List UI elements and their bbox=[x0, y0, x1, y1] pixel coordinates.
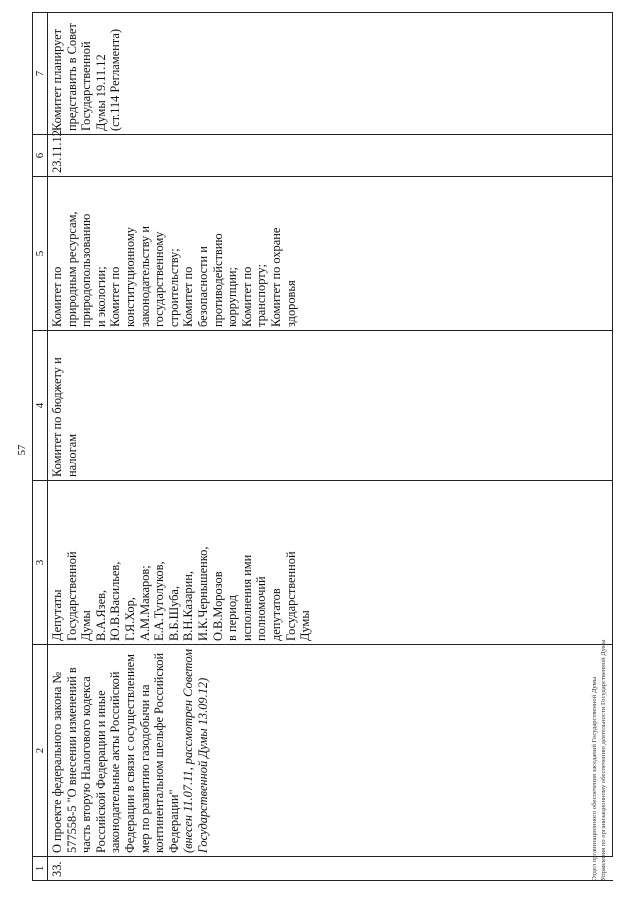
page-number: 57 bbox=[16, 444, 28, 456]
responsible-committee: Комитет по бюджету и налогам bbox=[48, 331, 613, 481]
co-committee-line: Комитет по bbox=[181, 266, 196, 327]
author-line: Депутаты bbox=[50, 589, 64, 641]
author-line: полномочий bbox=[254, 576, 269, 641]
row-number: 33. bbox=[48, 857, 613, 881]
author-line: Государственной bbox=[64, 551, 79, 641]
col-header-7: 7 bbox=[33, 13, 48, 135]
author-line: О.В.Морозов bbox=[210, 571, 225, 641]
author-line: Г.Я.Хор, bbox=[122, 597, 137, 641]
co-committee-line: конституционному bbox=[122, 227, 137, 327]
bill-note: (внесен 11.07.11, рассмотрен Советом Государственной Думы 13.09.12) bbox=[181, 648, 210, 853]
bill-authors bbox=[48, 481, 613, 645]
co-committees bbox=[48, 177, 613, 331]
co-committee-line: транспорту; bbox=[254, 264, 269, 327]
review-date: 23.11.12 bbox=[48, 135, 613, 177]
co-committee-line: здоровья bbox=[283, 280, 298, 327]
rotated-table-container bbox=[32, 13, 632, 881]
col-header-3: 3 bbox=[33, 481, 48, 645]
author-line: в период bbox=[225, 594, 240, 641]
footer-line-1: Отдел организационного обеспечения заседаний Государственной Думы bbox=[591, 676, 598, 881]
co-committee-line: противодействию bbox=[210, 233, 225, 327]
author-line: Ю.В.Васильев, bbox=[108, 561, 123, 641]
author-line: Государственной bbox=[283, 551, 298, 641]
bill-table bbox=[32, 12, 613, 881]
plan-line: представить в Совет bbox=[64, 23, 79, 131]
col-header-1: 1 bbox=[33, 857, 48, 881]
co-committee-line: Комитет по bbox=[239, 266, 254, 327]
col-header-5: 5 bbox=[33, 177, 48, 331]
co-committee-line: законодательству и bbox=[137, 226, 152, 327]
col-header-2: 2 bbox=[33, 645, 48, 857]
author-line: Е.А.Туголуков, bbox=[152, 561, 167, 641]
co-committee-line: строительству; bbox=[166, 248, 181, 327]
col-header-6: 6 bbox=[33, 135, 48, 177]
col-header-4: 4 bbox=[33, 331, 48, 481]
author-line: Думы bbox=[298, 610, 313, 641]
author-line: депутатов bbox=[268, 588, 283, 641]
author-line: В.Н.Казарин, bbox=[181, 571, 196, 641]
co-committee-line: Комитет по охране bbox=[268, 227, 283, 327]
co-committee-line: природным ресурсам, bbox=[64, 211, 79, 327]
co-committee-line: коррупции; bbox=[225, 267, 240, 327]
author-line: А.М.Макаров; bbox=[137, 565, 152, 641]
author-line: И.К.Чернышенко, bbox=[195, 546, 210, 641]
bill-title: О проекте федерального закона № 577558-5 "О внесении изменений в часть вторую Налогового кодекса Российской Федерации и иные законодательные акты Российской Федерации в связи с осуществлением мер по развитию газодобычи на континентальном шельфе Российской Федерации" bbox=[50, 652, 181, 853]
header-row bbox=[33, 13, 48, 881]
plan-note bbox=[48, 13, 613, 135]
plan-line: Государственной bbox=[79, 41, 94, 131]
author-line: В.А.Язев, bbox=[93, 589, 108, 641]
author-line: исполнения ими bbox=[239, 554, 254, 641]
co-committee-line: государственному bbox=[152, 231, 167, 327]
bill-description bbox=[48, 645, 613, 857]
author-line: В.Б.Шуба, bbox=[166, 585, 181, 641]
table-row bbox=[48, 13, 613, 881]
co-committee-line: и экологии; bbox=[93, 266, 108, 327]
plan-line: Думы 19.11.12 bbox=[93, 54, 108, 131]
co-committee-line: безопасности и bbox=[195, 246, 210, 327]
plan-line: Комитет планирует bbox=[50, 28, 64, 131]
co-committee-line: Комитет по bbox=[108, 266, 123, 327]
co-committee-line: природопользованию bbox=[79, 213, 94, 327]
page-footer bbox=[590, 581, 608, 881]
footer-line-2: Управления по организационному обеспечению деятельности Государственной Думы bbox=[600, 639, 607, 881]
co-committee-line: Комитет по bbox=[50, 266, 64, 327]
author-line: Думы bbox=[79, 610, 94, 641]
plan-line: (ст.114 Регламента) bbox=[108, 29, 123, 131]
